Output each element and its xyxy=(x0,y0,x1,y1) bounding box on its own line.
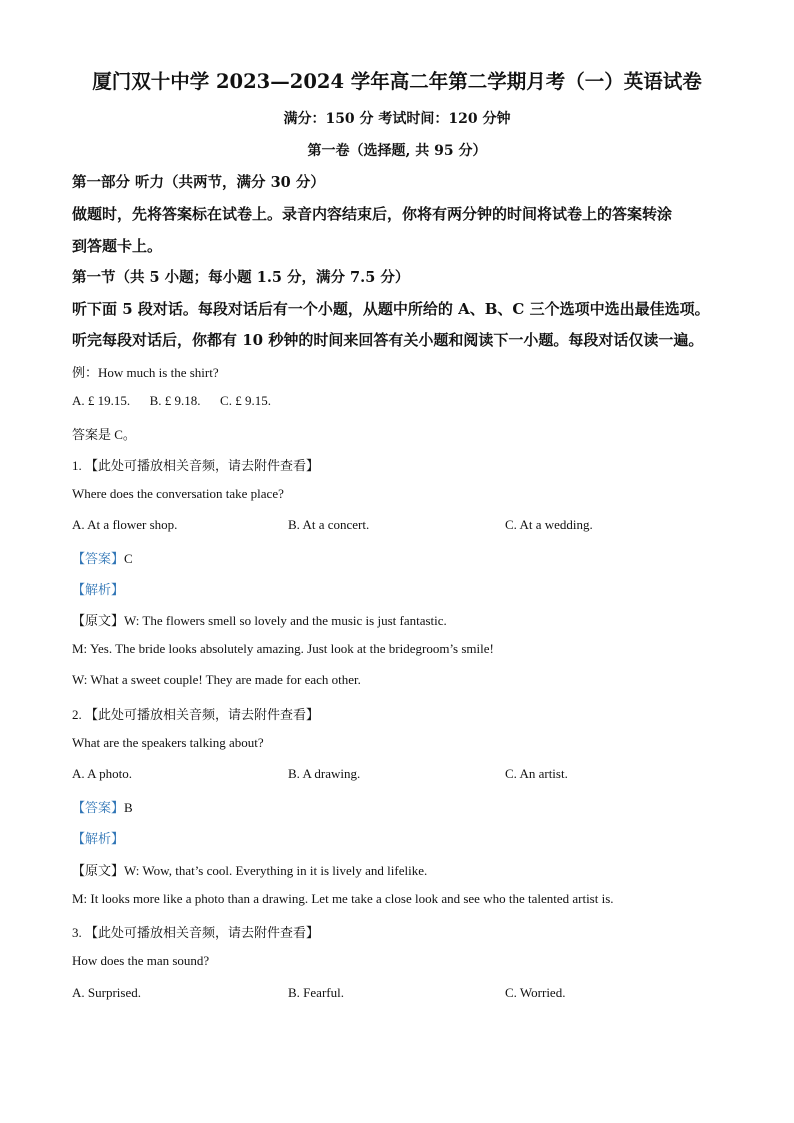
q3-question: How does the man sound? xyxy=(72,953,210,968)
original-tag: 【原文】 xyxy=(72,864,125,879)
q1-audio: 1. 【此处可播放相关音频，请去附件查看】 xyxy=(72,458,320,473)
q1-analysis-tag: 【解析】 xyxy=(72,583,125,598)
score-time: 满分：150 分 考试时间：120 分钟 xyxy=(283,111,511,127)
instruction-line-1: 做题时，先将答案标在试卷上。录音内容结束后，你将有两分钟的时间将试卷上的答案转涂 xyxy=(72,205,673,223)
q1-transcript-line-3: W: What a sweet couple! They are made for each other. xyxy=(72,672,361,687)
original-tag: 【原文】 xyxy=(72,614,125,629)
q2-option-a: A. A photo. xyxy=(72,766,132,781)
q1-option-c: C. At a wedding. xyxy=(505,517,593,532)
q3-audio: 3. 【此处可播放相关音频，请去附件查看】 xyxy=(72,925,320,940)
q2-analysis-tag: 【解析】 xyxy=(72,832,125,847)
answer-tag: 【答案】 xyxy=(72,801,125,816)
q3-option-a: A. Surprised. xyxy=(72,985,141,1000)
section1-line-1: 听下面 5 段对话。每段对话后有一个小题，从题中所给的 A、B、C 三个选项中选出最佳选项。 xyxy=(72,300,710,318)
q1-transcript-line-1: 【原文】W: The flowers smell so lovely and the music is just fantastic. xyxy=(72,613,447,629)
volume-title: 第一卷（选择题, 共 95 分） xyxy=(307,143,487,159)
part1-title: 第一部分 听力（共两节，满分 30 分） xyxy=(72,174,325,191)
q1-option-a: A. At a flower shop. xyxy=(72,517,178,532)
q2-option-b: B. A drawing. xyxy=(288,766,361,781)
example-question: 例：How much is the shirt? xyxy=(72,365,219,380)
q2-transcript-line-2: M: It looks more like a photo than a drawing. Let me take a close look and see who the talented artist is. xyxy=(72,891,614,906)
q2-answer xyxy=(72,797,133,816)
q2-option-c: C. An artist. xyxy=(505,766,568,781)
example-options: A. £ 19.15. B. £ 9.18. C. £ 9.15. xyxy=(72,393,271,408)
q2-audio: 2. 【此处可播放相关音频，请去附件查看】 xyxy=(72,707,320,722)
section1-line-2: 听完每段对话后，你都有 10 秒钟的时间来回答有关小题和阅读下一小题。每段对话仅读一遍。 xyxy=(72,331,704,349)
q1-option-b: B. At a concert. xyxy=(288,517,370,532)
q1-answer-value: C xyxy=(124,551,133,566)
q1-transcript-line-2: M: Yes. The bride looks absolutely amazing. Just look at the bridegroom’s smile! xyxy=(72,641,494,656)
example-answer: 答案是 C。 xyxy=(72,427,136,442)
page-title: 厦门双十中学 2023—2024 学年高二年第二学期月考（一）英语试卷 xyxy=(92,70,702,93)
q3-option-b: B. Fearful. xyxy=(288,985,344,1000)
q2-question: What are the speakers talking about? xyxy=(72,735,264,750)
q1-question: Where does the conversation take place? xyxy=(72,486,284,501)
q2-answer-value: B xyxy=(124,800,133,815)
answer-tag: 【答案】 xyxy=(72,552,125,567)
section1-title: 第一节（共 5 小题；每小题 1.5 分，满分 7.5 分） xyxy=(72,269,410,286)
q2-transcript-line-1: 【原文】W: Wow, that’s cool. Everything in it is lively and lifelike. xyxy=(72,863,428,879)
instruction-line-2: 到答题卡上。 xyxy=(72,237,163,255)
q1-answer xyxy=(72,548,133,567)
q3-option-c: C. Worried. xyxy=(505,985,566,1000)
